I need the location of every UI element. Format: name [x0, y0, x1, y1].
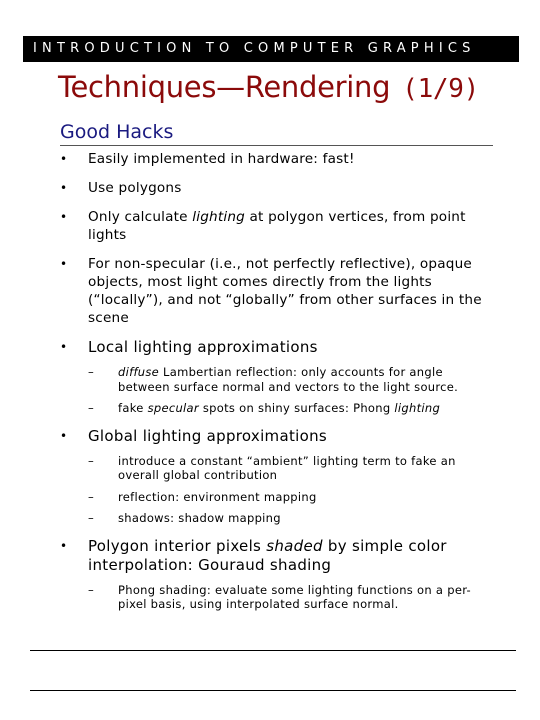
- bullet-text: Global lighting approximations: [88, 426, 328, 445]
- bullet-text: Local lighting approximations: [88, 338, 318, 356]
- sub-item: [88, 511, 490, 526]
- emphasis-specular: specular: [147, 401, 199, 415]
- section-heading: Good Hacks: [60, 120, 493, 146]
- sub-item: [88, 454, 490, 483]
- sub-text: Phong shading: evaluate some lighting functions on a per-pixel basis, using interpolated surface normal.: [118, 582, 471, 611]
- course-title: INTRODUCTION TO COMPUTER GRAPHICS: [33, 41, 476, 56]
- sub-item: [88, 490, 490, 505]
- bullet-item-global-lighting: [60, 427, 490, 526]
- course-header-bar: [23, 36, 519, 62]
- sub-text-middle: spots on shiny surfaces: Phong: [198, 401, 395, 415]
- sub-item: [88, 401, 490, 416]
- sub-list: [88, 583, 490, 612]
- bullet-text-start: Polygon interior pixels: [88, 536, 267, 555]
- bullet-text-end: by simple color interpolation: Gouraud shading: [88, 536, 447, 574]
- bullet-text-start: Only calculate: [88, 209, 193, 225]
- sub-text: reflection: environment mapping: [118, 489, 317, 504]
- emphasis-lighting: lighting: [394, 401, 441, 415]
- emphasis-shaded: shaded: [266, 536, 323, 555]
- emphasis-diffuse: diffuse: [118, 365, 160, 379]
- bullet-item: [60, 255, 490, 327]
- bullet-list: [60, 150, 490, 623]
- sub-text: shadows: shadow mapping: [118, 511, 281, 525]
- bullet-item: [60, 179, 490, 197]
- bullet-text: For non-specular (i.e., not perfectly reflective), opaque objects, most light comes directly from the lights (“locally”), and not “globally” from other surfaces in the scene: [88, 256, 482, 326]
- bullet-item-shading: [60, 537, 490, 612]
- bullet-item: [60, 150, 490, 168]
- sub-text: Lambertian reflection: only accounts for angle between surface normal and vectors to the light source.: [118, 365, 459, 394]
- sub-item: [88, 583, 490, 612]
- sub-text: introduce a constant “ambient” lighting term to fake an overall global contribution: [118, 453, 456, 482]
- bullet-item: [60, 208, 490, 244]
- footer-divider-bottom: [30, 690, 516, 691]
- bullet-text: Easily implemented in hardware: fast!: [88, 151, 355, 167]
- bullet-text: Use polygons: [88, 180, 182, 196]
- slide-title-text: Techniques—Rendering: [58, 70, 391, 104]
- emphasis-lighting: lighting: [192, 209, 245, 225]
- slide-title: [58, 70, 479, 104]
- slide-page-count: (1/9): [402, 74, 479, 104]
- sub-list: [88, 454, 490, 526]
- sub-list: [88, 365, 490, 416]
- sub-item: [88, 365, 490, 394]
- bullet-item-local-lighting: [60, 338, 490, 416]
- sub-text-start: fake: [118, 401, 148, 415]
- bullet-text-end: at polygon vertices, from point lights: [88, 209, 466, 243]
- footer-divider-top: [30, 650, 516, 651]
